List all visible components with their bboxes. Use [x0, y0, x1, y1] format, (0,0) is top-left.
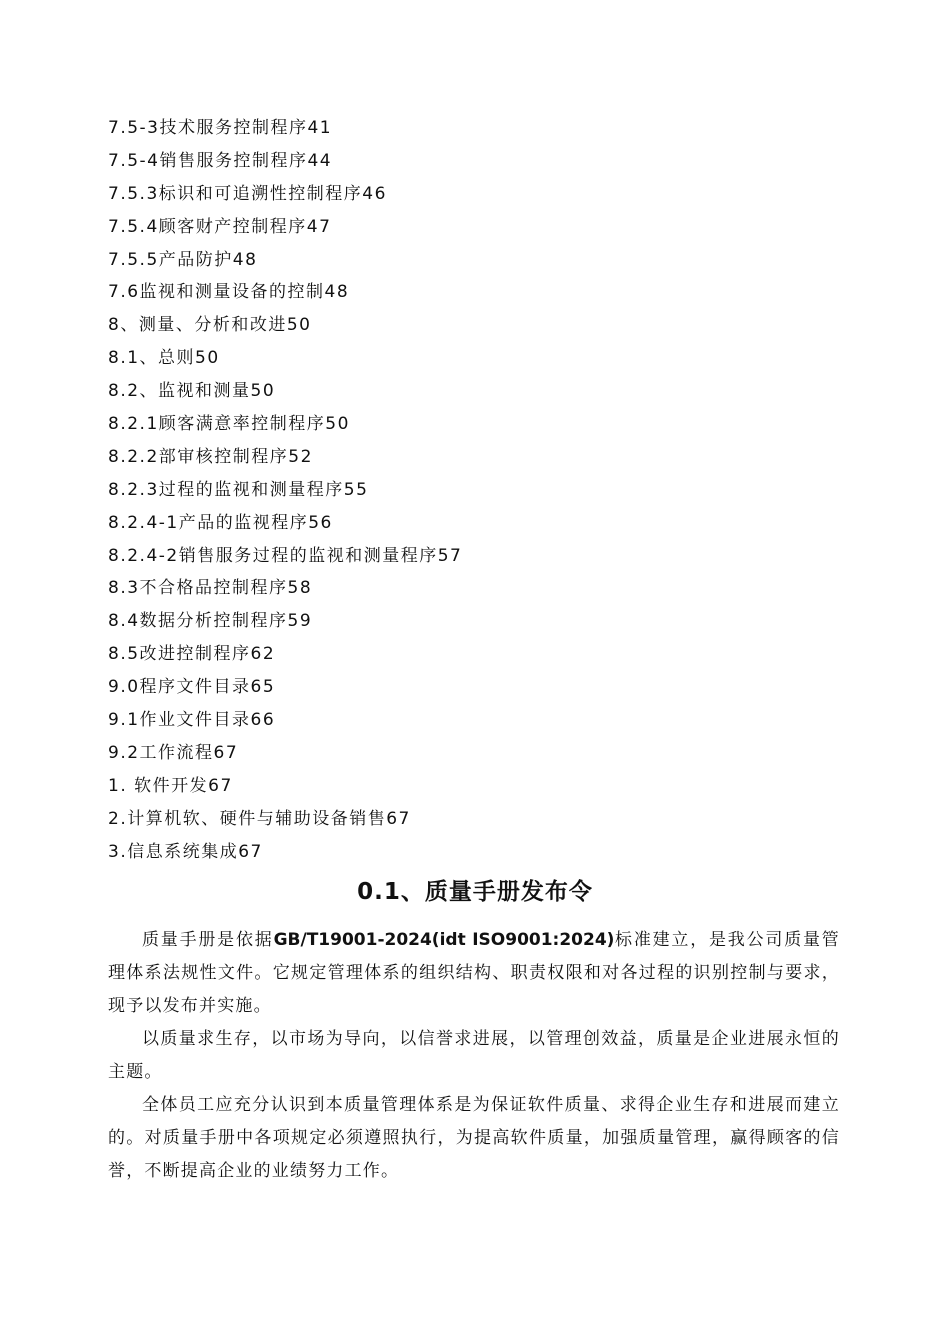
paragraph-staff-commitment: 全体员工应充分认识到本质量管理体系是为保证软件质量、求得企业生存和进展而建立的。对质量手册中各项规定必须遵照执行，为提高软件质量，加强质量管理，赢得顾客的信誉，不断提高企业的业绩努力工作。	[108, 1095, 840, 1181]
toc-entry: 7.5.4顾客财产控制程序47	[108, 216, 332, 237]
toc-entry: 9.1作业文件目录66	[108, 710, 276, 731]
toc-entry: 8.2.3过程的监视和测量程序55	[108, 479, 369, 500]
toc-entry: 8、测量、分析和改进50	[108, 315, 312, 336]
section-title: 0.1、质量手册发布令	[357, 879, 593, 905]
toc-entry: 7.6监视和测量设备的控制48	[108, 282, 350, 303]
toc-entry: 8.2.4-2销售服务过程的监视和测量程序57	[108, 545, 463, 566]
toc-entry: 8.5改进控制程序62	[108, 644, 276, 665]
toc-entry: 8.4数据分析控制程序59	[108, 611, 313, 632]
toc-entry: 7.5-3技术服务控制程序41	[108, 118, 333, 138]
toc-entry: 2.计算机软、硬件与辅助设备销售67	[108, 808, 411, 829]
paragraph-issuance	[108, 924, 840, 1023]
toc-entry: 7.5.3标识和可追溯性控制程序46	[108, 183, 387, 204]
paragraph-text: 质量手册是依据	[142, 930, 274, 950]
section-body	[108, 924, 840, 1188]
toc-entry: 8.2.4-1产品的监视程序56	[108, 512, 333, 533]
standard-code: GB/T19001-2024(idt ISO9001:2024)	[273, 930, 615, 950]
toc-entry: 7.5.5产品防护48	[108, 249, 258, 270]
toc-entry: 8.1、总则50	[108, 348, 220, 369]
paragraph-text: 标准建立，是我公司质量管理体系法规性文件。它规定管理体系的组织结构、职责权限和对各过程的识别控制与要求，现予以发布并实施。	[108, 930, 840, 1016]
toc-entry: 9.0程序文件目录65	[108, 677, 276, 698]
toc-entry: 8.2.2部审核控制程序52	[108, 446, 313, 467]
toc-entry: 3.信息系统集成67	[108, 841, 263, 862]
toc-entry: 1. 软件开发67	[108, 775, 233, 796]
table-of-contents	[108, 112, 848, 868]
toc-entry: 9.2工作流程67	[108, 742, 239, 763]
toc-entry: 8.2、监视和测量50	[108, 381, 276, 402]
toc-entry: 7.5-4销售服务控制程序44	[108, 150, 333, 171]
paragraph-quality-policy: 以质量求生存，以市场为导向，以信誉求进展，以管理创效益，质量是企业进展永恒的主题。	[108, 1029, 840, 1082]
toc-entry: 8.2.1顾客满意率控制程序50	[108, 414, 350, 435]
toc-entry: 8.3不合格品控制程序58	[108, 578, 313, 599]
